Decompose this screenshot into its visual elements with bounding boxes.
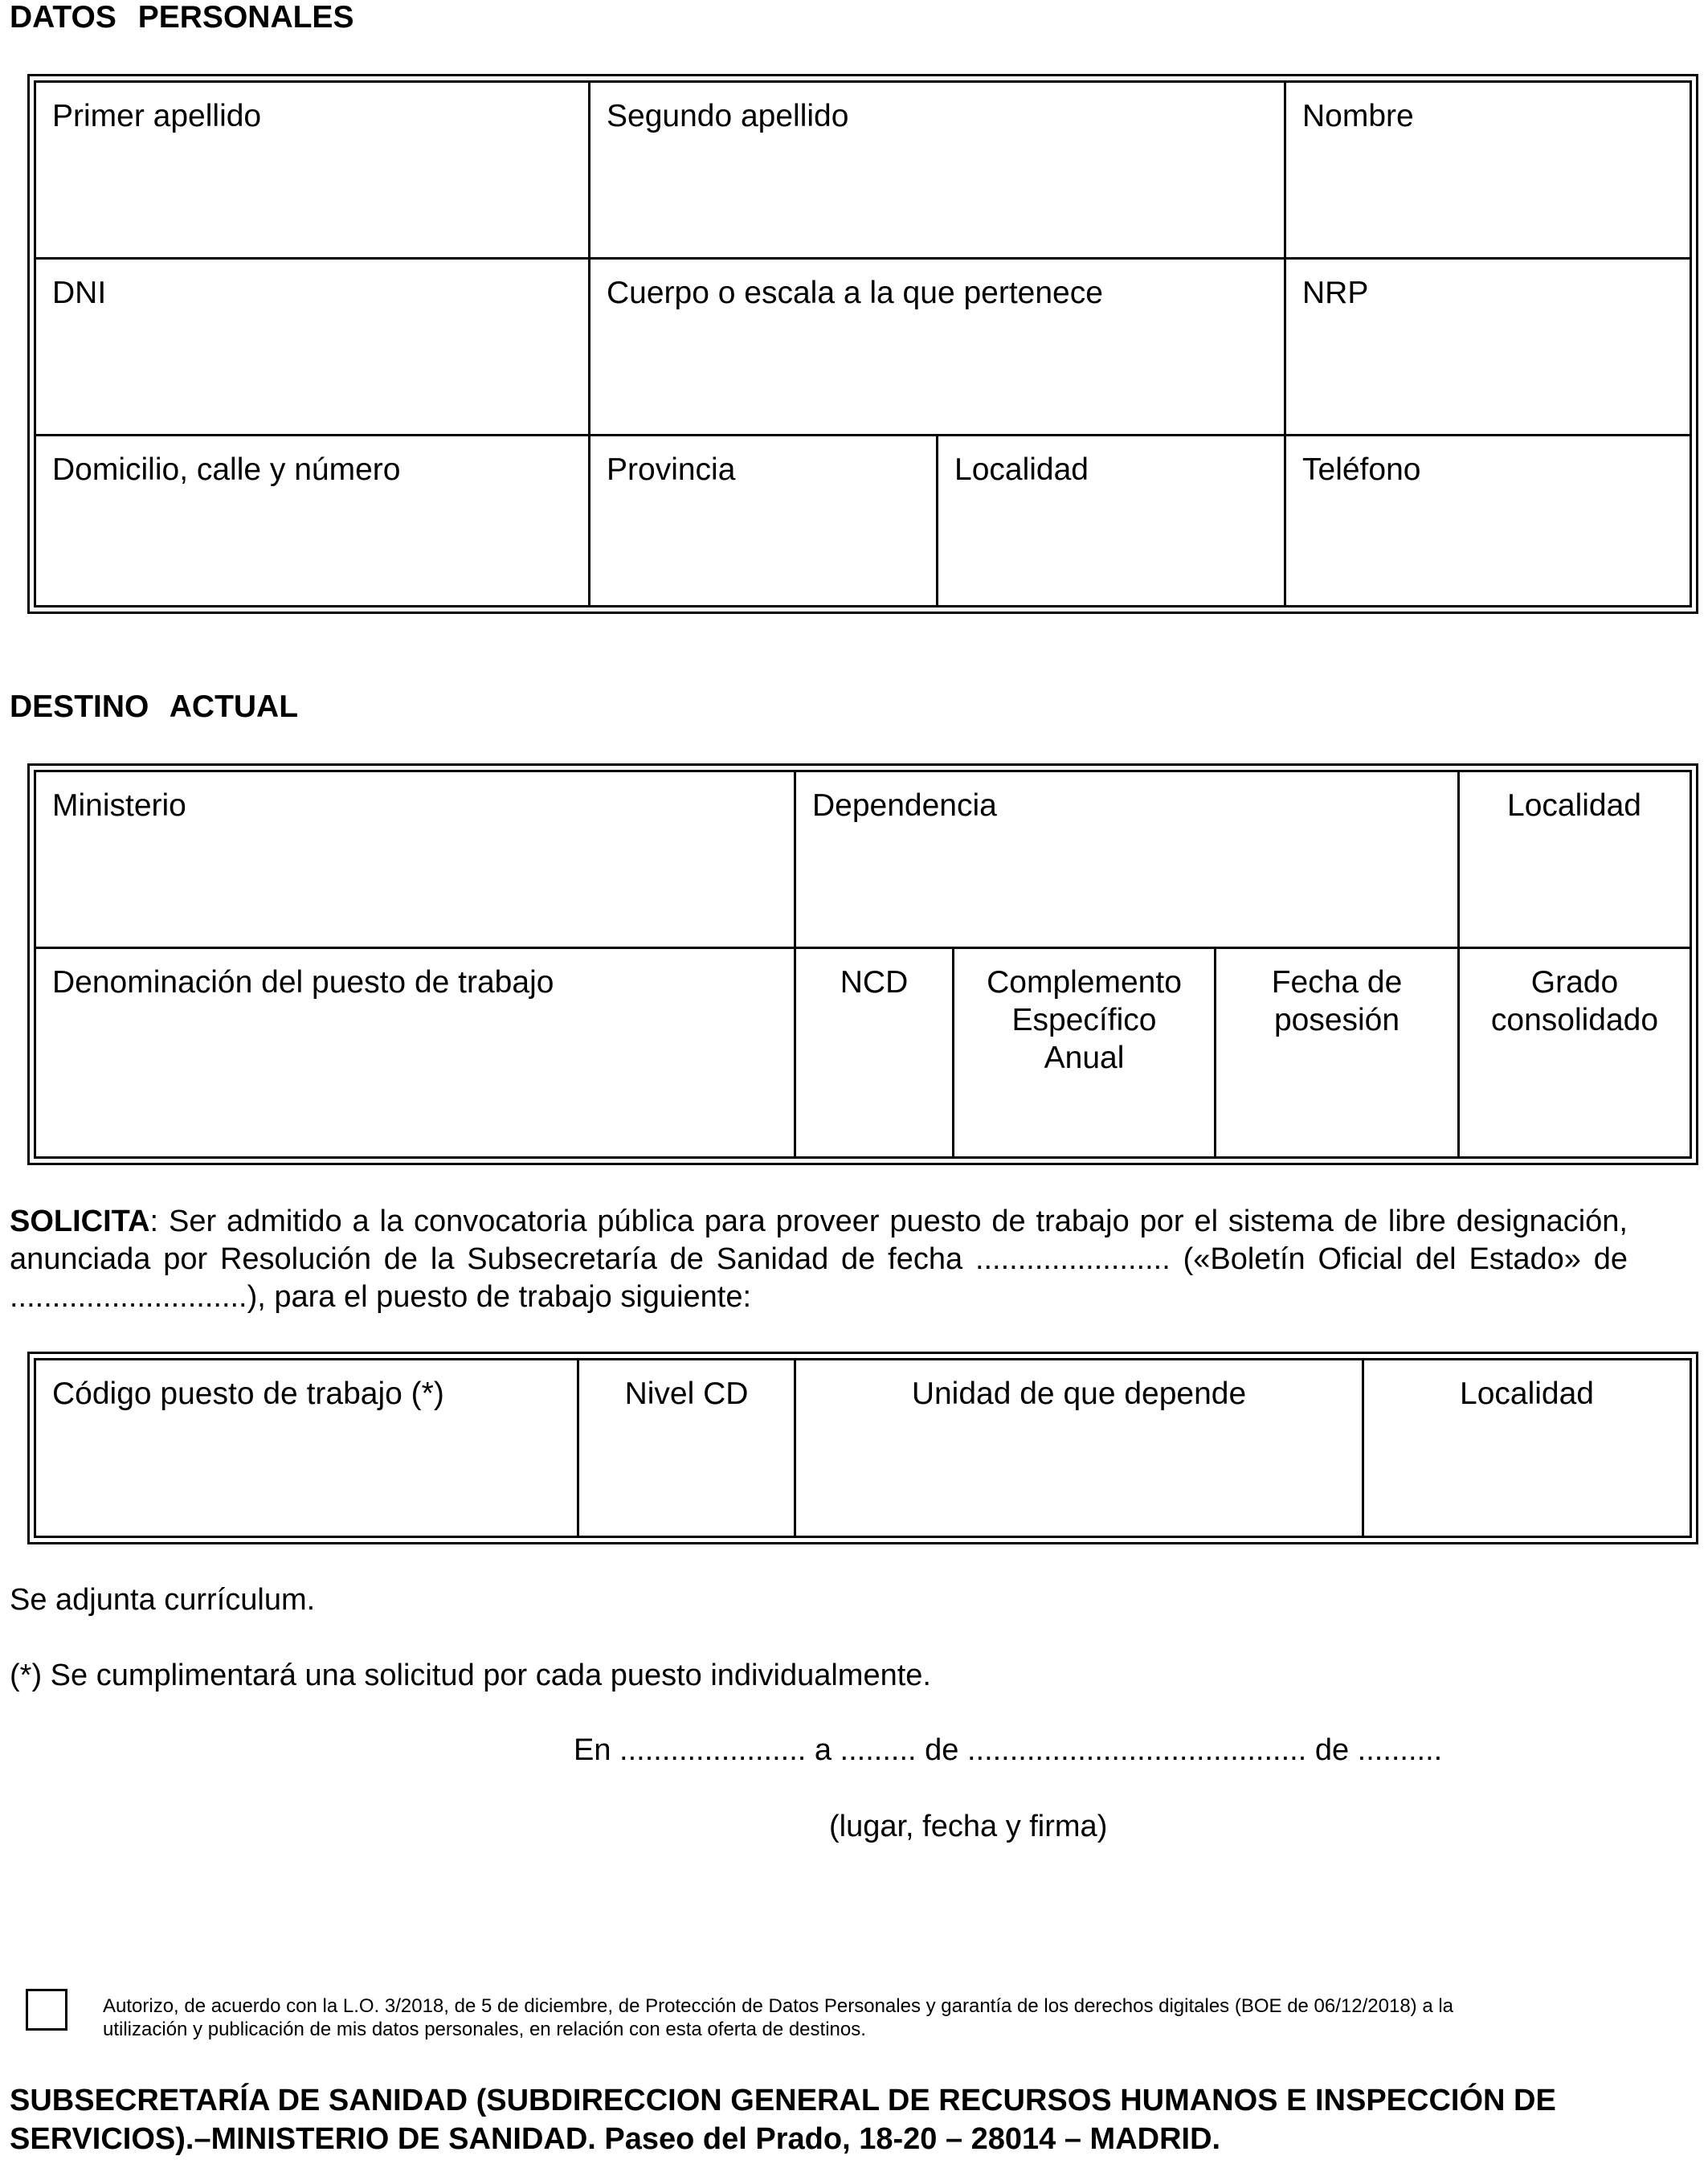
section-heading-destino-actual: DESTINO ACTUAL [10, 689, 299, 724]
field-nivel-cd[interactable]: Nivel CD [579, 1360, 796, 1536]
solicita-paragraph [10, 1203, 1628, 1316]
signature-caption: (lugar, fecha y firma) [829, 1810, 1108, 1843]
solicita-label: SOLICITA [10, 1205, 150, 1238]
field-nombre[interactable]: Nombre [1286, 83, 1690, 260]
field-dni[interactable]: DNI [36, 260, 590, 436]
field-localidad-personal[interactable]: Localidad [938, 436, 1286, 605]
puesto-solicitado-table [27, 1352, 1698, 1544]
field-grado-consolidado[interactable]: Grado consolidado [1490, 965, 1659, 1037]
field-provincia[interactable]: Provincia [590, 436, 938, 605]
consent-checkbox[interactable] [26, 1989, 67, 2031]
field-primer-apellido[interactable]: Primer apellido [36, 83, 590, 260]
field-denominacion-puesto[interactable]: Denominación del puesto de trabajo [36, 949, 796, 1156]
consent-text: Autorizo, de acuerdo con la L.O. 3/2018, de 5 de diciembre, de Protección de Datos Personales y garantía de los derechos digitales (BOE de 06/12/2018) a la utilización y publicación de mis datos personales, en relación con esta oferta de destinos. [103, 1995, 1454, 2040]
place-date-line: En ...................... a ......... de ........................................ de .......... [574, 1733, 1443, 1767]
field-codigo-puesto[interactable]: Código puesto de trabajo (*) [36, 1360, 579, 1536]
field-localidad-destino[interactable]: Localidad [1460, 772, 1690, 949]
solicita-text: : Ser admitido a la convocatoria pública para proveer puesto de trabajo por el sistema de libre designación, anunciada por Resolución de la Subsecretaría de Sanidad de fecha ....................... («Boletín Oficial del Estado» de ............................), para el puesto de trabajo siguiente: [10, 1205, 1628, 1314]
asterisk-note: (*) Se cumplimentará una solicitud por cada puesto individualmente. [10, 1659, 931, 1692]
field-cuerpo-escala[interactable]: Cuerpo o escala a la que pertenece [590, 260, 1286, 436]
destino-actual-table [27, 763, 1698, 1165]
footer-address: SUBSECRETARÍA DE SANIDAD (SUBDIRECCION GENERAL DE RECURSOS HUMANOS E INSPECCIÓN DE SERVICIOS).–MINISTERIO DE SANIDAD. Paseo del Prado, 18-20 – 28014 – MADRID. [10, 2084, 1556, 2156]
field-ncd[interactable]: NCD [796, 949, 954, 1156]
field-complemento-especifico[interactable]: Complemento Específico Anual [954, 949, 1216, 1156]
field-segundo-apellido[interactable]: Segundo apellido [590, 83, 1286, 260]
field-nrp[interactable]: NRP [1286, 260, 1690, 436]
curriculum-note: Se adjunta currículum. [10, 1583, 316, 1617]
section-heading-datos-personales: DATOS PERSONALES [10, 0, 354, 35]
field-localidad-solicitada[interactable]: Localidad [1460, 1377, 1594, 1411]
field-telefono[interactable]: Teléfono [1302, 452, 1421, 487]
field-domicilio[interactable]: Domicilio, calle y número [36, 436, 590, 605]
field-dependencia[interactable]: Dependencia [796, 772, 1460, 949]
field-fecha-posesion[interactable]: Fecha de posesión [1216, 949, 1460, 1156]
field-ministerio[interactable]: Ministerio [36, 772, 796, 949]
field-unidad-depende[interactable]: Unidad de que depende [796, 1360, 1364, 1536]
datos-personales-table [27, 74, 1698, 614]
